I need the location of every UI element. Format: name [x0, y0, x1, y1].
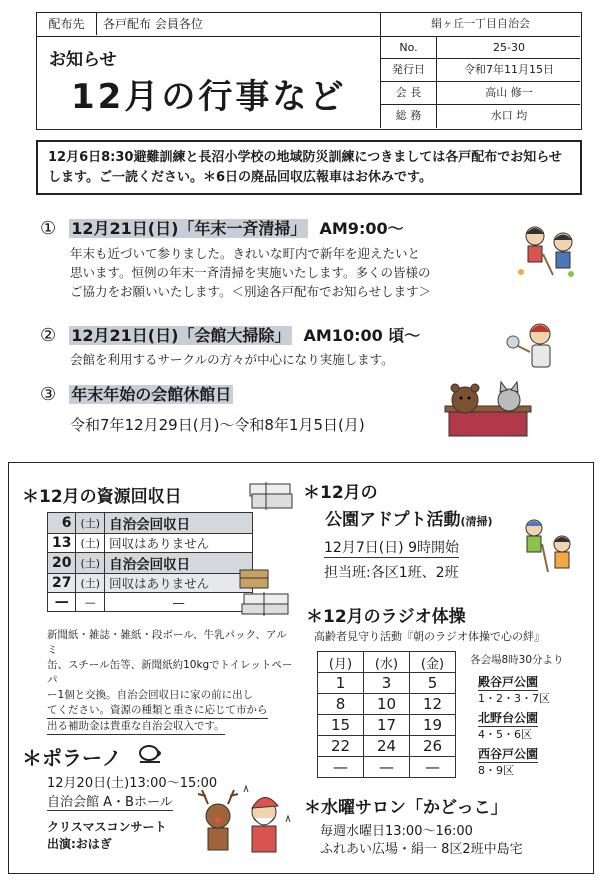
recycle-day: 27: [48, 574, 76, 593]
header-box: [36, 12, 582, 130]
venue-areas: 4・5・6区: [478, 728, 532, 741]
polano-title: ＊ポラーノ: [22, 746, 122, 770]
event-time: AM9:00～: [319, 219, 404, 238]
dist-label: 配布先: [37, 13, 97, 35]
radio-date: 1: [318, 673, 364, 694]
table-row: [48, 574, 253, 593]
duster-person-illustration: [506, 318, 566, 378]
radio-date: 12: [410, 694, 456, 715]
venue-name: 西谷戸公園: [478, 747, 539, 761]
recycle-note: —: [105, 593, 253, 612]
recyclables-illustration: [236, 566, 296, 622]
event-time: AM10:00 頃～: [303, 326, 421, 345]
park-title-suffix: (清掃): [460, 515, 493, 528]
recycle-day: —: [48, 593, 76, 612]
park-cleaning-illustration: [514, 514, 580, 580]
park-title-line2: [325, 505, 493, 530]
radio-date: 22: [318, 736, 364, 757]
note-line: てください。資源の種類と重さに応じて市から: [47, 703, 268, 719]
radio-title: ＊12月のラジオ体操: [306, 607, 466, 627]
venue-areas: 1・2・3・7区: [478, 692, 550, 705]
radio-venues: [478, 671, 578, 779]
salon-time: 毎週水曜日13:00～16:00: [320, 824, 473, 839]
page-title: 12月の行事など: [71, 77, 347, 117]
polano-place: 自治会館 A・Bホール: [47, 791, 173, 811]
info-row-date: [381, 59, 580, 82]
radio-venue-note: 各会場8時30分より: [470, 654, 564, 666]
table-row: [318, 715, 456, 736]
radio-subtitle: 高齢者見守り活動『朝のラジオ体操で心の絆』: [314, 630, 545, 643]
info-key: 発行日: [381, 59, 437, 81]
recycle-weekday: (土): [76, 574, 105, 593]
info-value: 水口 均: [490, 109, 528, 122]
event-number: ①: [40, 218, 57, 239]
venue-name: 北野台公園: [478, 711, 539, 725]
recycle-weekday: —: [76, 593, 105, 612]
event-body-line: 年末も近づいて参りました。きれいな町内で新年を迎えたいと: [70, 246, 421, 261]
event-heading: 12月21日(日)「年末一斉清掃」: [71, 219, 307, 238]
weekday-header: (月): [318, 652, 364, 673]
weekday-header: (水): [364, 652, 410, 673]
park-team: 担当班:各区1班、2班: [324, 565, 459, 581]
table-row: [318, 652, 456, 673]
event-body-line: 会館を利用するサークルの方々が中心になり実施します。: [70, 352, 394, 367]
radio-date: 19: [410, 715, 456, 736]
salon-place: ふれあい広場・絹一 8区2班中島宅: [320, 842, 523, 857]
radio-calendar: [317, 651, 456, 778]
coffee-cup-icon: [138, 744, 164, 764]
event-2-body: [70, 350, 510, 369]
notice-label: お知らせ: [49, 50, 117, 70]
venue-name: 殿谷戸公園: [478, 675, 539, 689]
distribution-row: [37, 13, 381, 37]
table-row: [318, 757, 456, 778]
event-3: [40, 382, 480, 405]
radio-date: 26: [410, 736, 456, 757]
event-number: ②: [40, 325, 57, 346]
park-date: 12月7日(日) 9時開始: [324, 537, 459, 558]
event-1: [40, 216, 530, 239]
cleaning-kids-illustration: [513, 220, 583, 280]
radio-date: 3: [364, 673, 410, 694]
info-row-no: [381, 37, 580, 59]
table-row: [48, 534, 253, 553]
event-1-body: [70, 244, 540, 301]
polano-time: 12月20日(土)13:00～15:00: [47, 776, 218, 791]
event-body-line: ご協力をお願いいたします。＜別途各戸配布でお知らせします＞: [70, 284, 432, 299]
newspaper-bundle-icon: [246, 476, 296, 516]
org-name: 絹ヶ丘一丁目自治会: [381, 13, 580, 37]
note-line: ー1個と交換。自治会回収日に家の前に出し: [47, 689, 254, 701]
park-title: 公園アドプト活動: [325, 510, 461, 530]
dist-value: 各戸配布 会員各位: [103, 17, 203, 31]
recycle-note: 自治会回収日: [105, 553, 253, 574]
header-left: [37, 13, 381, 128]
info-row-chair: [381, 82, 580, 105]
recycle-title: ＊12月の資源回収日: [22, 487, 182, 507]
table-row: [48, 553, 253, 574]
note-line: 缶、スチール缶等、新聞紙約10kgでトイレットペーパ: [47, 659, 293, 686]
radio-date: 17: [364, 715, 410, 736]
recycle-weekday: (土): [76, 534, 105, 553]
venue-areas: 8・9区: [478, 764, 514, 777]
event-heading: 年末年始の会館休館日: [71, 385, 232, 404]
table-row: [318, 694, 456, 715]
event-3-body: 令和7年12月29日(月)～令和8年1月5日(月): [70, 416, 365, 434]
header-info: [381, 13, 580, 128]
intro-notice: 12月6日8:30避難訓練と長沼小学校の地域防災訓練につきましては各戸配布でお知らせします。ご一読ください。＊6日の廃品回収広報車はお休みです。: [36, 140, 582, 195]
radio-date: 5: [410, 673, 456, 694]
radio-date: 8: [318, 694, 364, 715]
kotatsu-animals-illustration: [443, 378, 533, 440]
event-body-line: 思います。恒例の年末一斉清掃を実施いたします。多くの皆様の: [70, 265, 431, 280]
radio-date: —: [410, 757, 456, 778]
radio-date: 10: [364, 694, 410, 715]
radio-date: —: [318, 757, 364, 778]
event-2: [40, 323, 530, 346]
info-value: 令和7年11月15日: [464, 63, 554, 76]
recycle-table: [47, 512, 253, 612]
weekday-header: (金): [410, 652, 456, 673]
info-value: 高山 修一: [485, 86, 533, 99]
table-row: [48, 593, 253, 612]
salon-title: ＊水曜サロン「かどっこ」: [304, 798, 508, 818]
table-row: [318, 736, 456, 757]
recycle-day: 20: [48, 553, 76, 574]
info-key: 会 長: [381, 82, 437, 104]
recycle-note: 回収はありません: [105, 534, 253, 553]
info-value: 25-30: [493, 41, 525, 54]
radio-date: 24: [364, 736, 410, 757]
recycle-day: 6: [48, 513, 76, 534]
table-row: [48, 513, 253, 534]
table-row: [318, 673, 456, 694]
radio-date: 15: [318, 715, 364, 736]
polano-concert: クリスマスコンサート: [47, 820, 167, 834]
info-row-general: [381, 105, 580, 128]
note-line: 新聞紙・雑誌・雑紙・段ボール、牛乳パック、アルミ: [47, 629, 287, 656]
info-key: 総 務: [381, 105, 437, 128]
park-title-line1: ＊12月の: [303, 483, 378, 503]
recycle-weekday: (土): [76, 553, 105, 574]
recycle-note: 回収はありません: [105, 574, 253, 593]
polano-performer: 出演:おはぎ: [47, 837, 112, 851]
info-key: No.: [381, 37, 437, 58]
event-heading: 12月21日(日)「会館大掃除」: [71, 326, 291, 345]
event-number: ③: [40, 384, 57, 405]
radio-date: —: [364, 757, 410, 778]
recycle-weekday: (土): [76, 513, 105, 534]
recycle-note: 自治会回収日: [105, 513, 253, 534]
christmas-illustration: [194, 782, 294, 860]
recycle-note-text: [47, 628, 297, 735]
recycle-day: 13: [48, 534, 76, 553]
note-line: 出る補助金は貴重な自治会収入です。: [47, 719, 225, 735]
